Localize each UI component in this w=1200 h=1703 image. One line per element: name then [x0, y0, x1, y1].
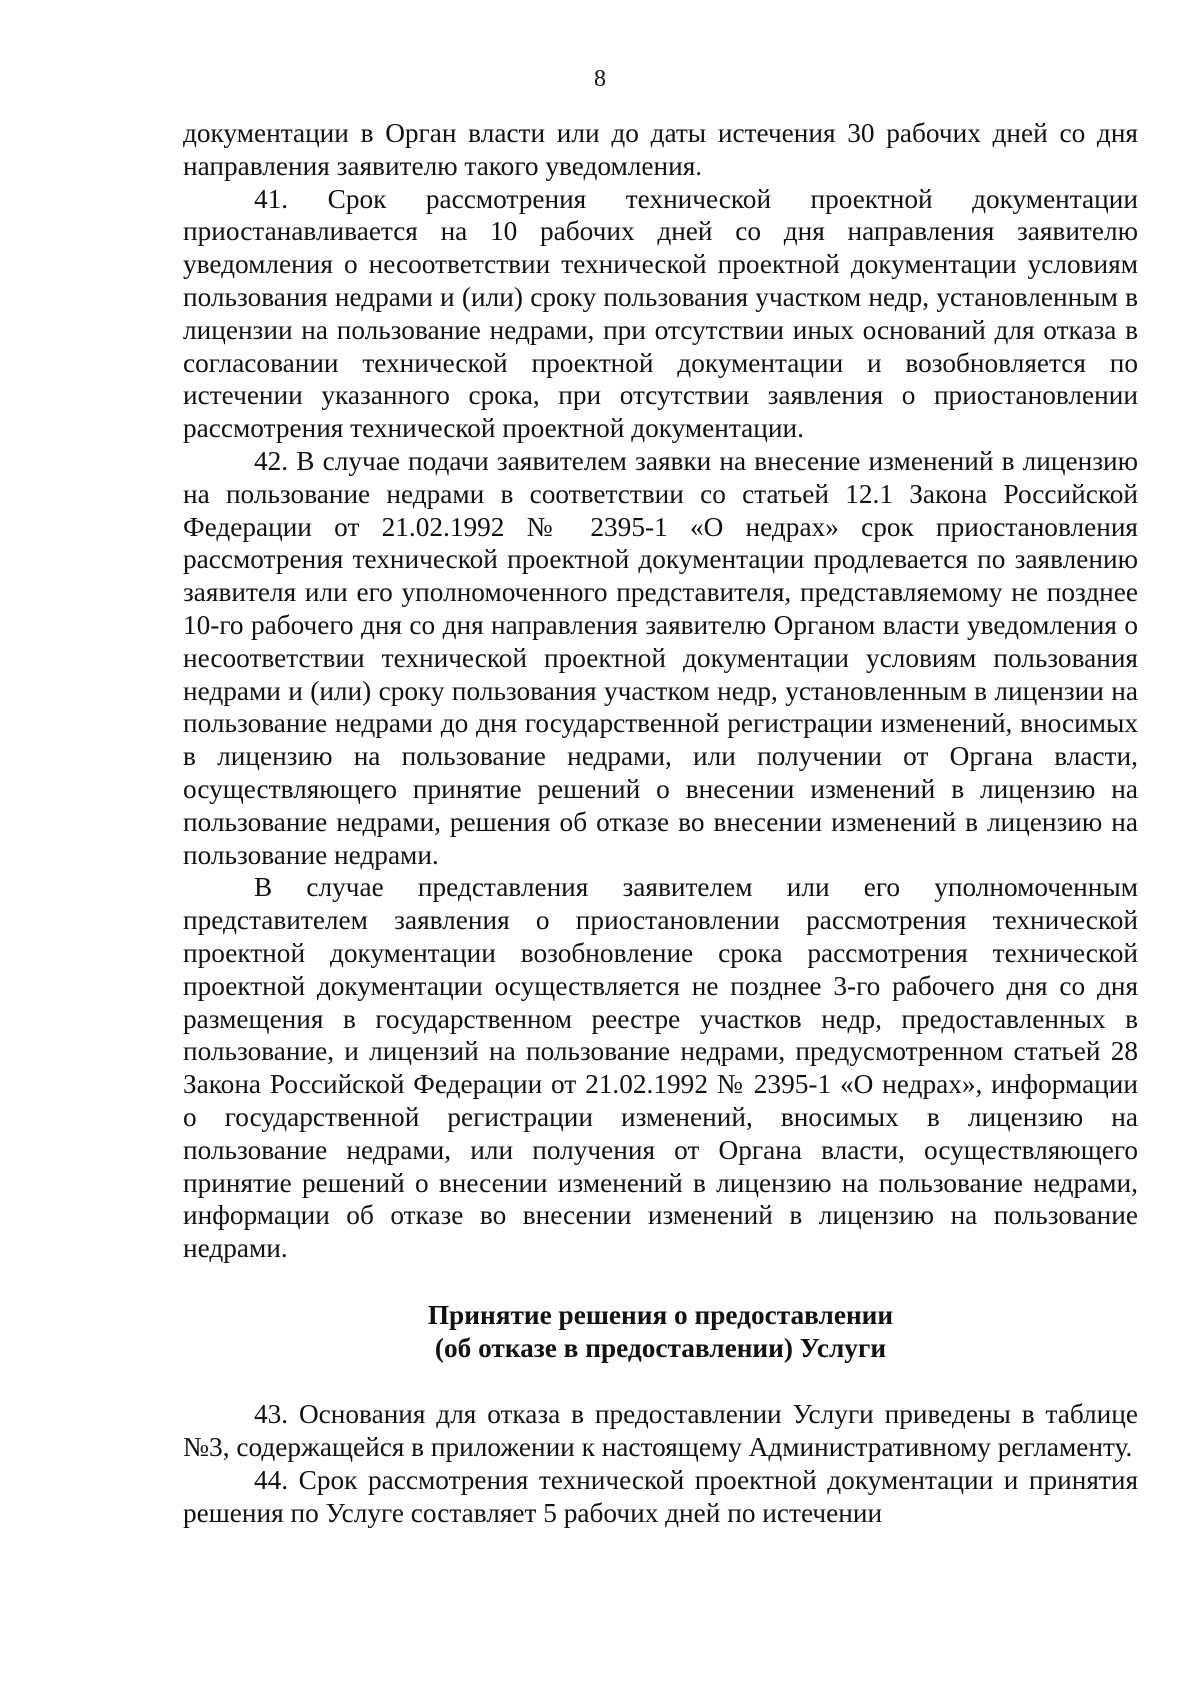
paragraph-41: 41. Срок рассмотрения технической проектной документации приостанавливается на 10 рабочих дней со дня направления заявителю уведомления о несоответствии технической проектной документации условиям пользования недрами и (или) сроку пользования участком недр, установленным в лицензии на пользование недрами, при отсутствии иных оснований для отказа в согласовании технической проектной документации и возобновляется по истечении указанного срока, при отсутствии заявления о приостановлении рассмотрения технической проектной документации. [183, 183, 1138, 444]
paragraph-continuation: документации в Орган власти или до даты истечения 30 рабочих дней со дня направления заявителю такого уведомления. [183, 118, 1138, 181]
paragraph-42-continued: В случае представления заявителем или его уполномоченным представителем заявления о приостановлении рассмотрения технической проектной документации возобновление срока рассмотрения технической проектной документации осуществляется не позднее 3-го рабочего дня со дня размещения в государственном реестре участков недр, предоставленных в пользование, и лицензий на пользование недрами, предусмотренном статьей 28 Закона Российской Федерации от 21.02.1992 № 2395-1 «О недрах», информации о государственной регистрации изменений, вносимых в лицензию на пользование недрами, или получения от Органа власти, осуществляющего принятие решений о внесении изменений в лицензию на пользование недрами, информации об отказе во внесении изменений в лицензию на пользование недрами. [183, 872, 1138, 1264]
section-heading-line-2: (об отказе в предоставлении) Услуги [434, 1332, 887, 1363]
paragraph-44: 44. Срок рассмотрения технической проектной документации и принятия решения по Услуге составляет 5 рабочих дней по истечении [183, 1465, 1138, 1528]
document-body [183, 117, 1138, 1530]
section-heading [183, 1299, 1138, 1365]
page-number: 8 [594, 66, 606, 92]
paragraph-42: 42. В случае подачи заявителем заявки на внесение изменений в лицензию на пользование недрами в соответствии со статьей 12.1 Закона Российской Федерации от 21.02.1992 № 2395-1 «О недрах» срок приостановления рассмотрения технической проектной документации продлевается по заявлению заявителя или его уполномоченного представителя, представляемому не позднее 10-го рабочего дня со дня направления заявителю Органом власти уведомления о несоответствии технической проектной документации условиям пользования недрами и (или) сроку пользования участком недр, установленным в лицензии на пользование недрами до дня государственной регистрации изменений, вносимых в лицензию на пользование недрами, или получении от Органа власти, осуществляющего принятие решений о внесении изменений в лицензию на пользование недрами, решения об отказе во внесении изменений в лицензию на пользование недрами. [183, 445, 1138, 870]
section-heading-line-1: Принятие решения о предоставлении [427, 1299, 894, 1330]
paragraph-43: 43. Основания для отказа в предоставлении Услуги приведены в таблице №3, содержащейся в приложении к настоящему Административному регламенту. [183, 1399, 1138, 1463]
